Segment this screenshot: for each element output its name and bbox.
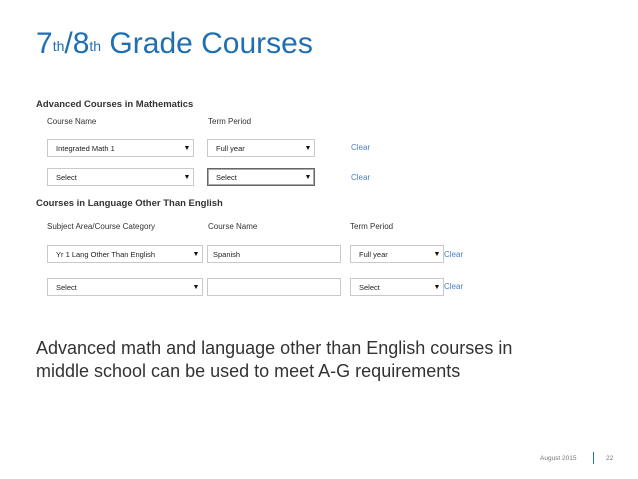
language-clear-link-2[interactable]: Clear bbox=[444, 282, 464, 291]
title-superscript: th bbox=[89, 38, 102, 54]
math-section-heading: Advanced Courses in Mathematics bbox=[36, 99, 194, 110]
math-course-select-2[interactable] bbox=[47, 168, 194, 186]
select-value: Select bbox=[359, 282, 380, 292]
select-value: Select bbox=[56, 172, 77, 182]
triangle-down-icon: ▼ bbox=[304, 144, 312, 152]
triangle-down-icon: ▼ bbox=[192, 283, 200, 291]
language-section-heading: Courses in Language Other Than English bbox=[36, 198, 223, 209]
math-course-column-label: Course Name bbox=[47, 117, 97, 126]
footer-divider bbox=[593, 452, 594, 464]
language-course-column-label: Course Name bbox=[208, 222, 258, 231]
language-term-select-1[interactable] bbox=[350, 245, 444, 263]
triangle-down-icon: ▼ bbox=[183, 173, 191, 181]
slide-title bbox=[36, 26, 313, 62]
math-course-select-1[interactable] bbox=[47, 139, 194, 157]
title-part: Grade Courses bbox=[101, 27, 313, 60]
triangle-down-icon: ▼ bbox=[192, 250, 200, 258]
input-value: Spanish bbox=[213, 249, 241, 259]
footer-date: August 2015 bbox=[540, 455, 577, 462]
math-term-column-label: Term Period bbox=[208, 117, 252, 126]
language-course-name-input-2[interactable] bbox=[207, 278, 341, 296]
slide-body-text: Advanced math and language other than English courses in middle school can be used to meet A-G requirements bbox=[36, 338, 513, 381]
title-part: 7 bbox=[36, 27, 53, 60]
triangle-down-icon: ▼ bbox=[304, 173, 312, 181]
language-term-select-2[interactable] bbox=[350, 278, 444, 296]
select-value: Full year bbox=[216, 143, 245, 153]
footer-page-number: 22 bbox=[606, 455, 614, 462]
title-superscript: th bbox=[52, 38, 65, 54]
select-value: Yr 1 Lang Other Than English bbox=[56, 249, 156, 259]
select-value: Select bbox=[216, 172, 237, 182]
language-clear-link-1[interactable]: Clear bbox=[444, 250, 464, 259]
language-subject-select-2[interactable] bbox=[47, 278, 203, 296]
math-term-select-2[interactable] bbox=[207, 168, 315, 186]
math-clear-link-2[interactable]: Clear bbox=[351, 173, 371, 182]
select-value: Select bbox=[56, 282, 77, 292]
triangle-down-icon: ▼ bbox=[433, 283, 441, 291]
math-clear-link-1[interactable]: Clear bbox=[351, 143, 371, 152]
triangle-down-icon: ▼ bbox=[433, 250, 441, 258]
language-subject-select-1[interactable] bbox=[47, 245, 203, 263]
language-term-column-label: Term Period bbox=[350, 222, 394, 231]
select-value: Full year bbox=[359, 249, 388, 259]
title-part: /8 bbox=[64, 27, 90, 60]
math-term-select-1[interactable] bbox=[207, 139, 315, 157]
select-value: Integrated Math 1 bbox=[56, 143, 115, 153]
language-subject-column-label: Subject Area/Course Category bbox=[47, 222, 156, 231]
language-course-name-input-1[interactable] bbox=[207, 245, 341, 263]
triangle-down-icon: ▼ bbox=[183, 144, 191, 152]
